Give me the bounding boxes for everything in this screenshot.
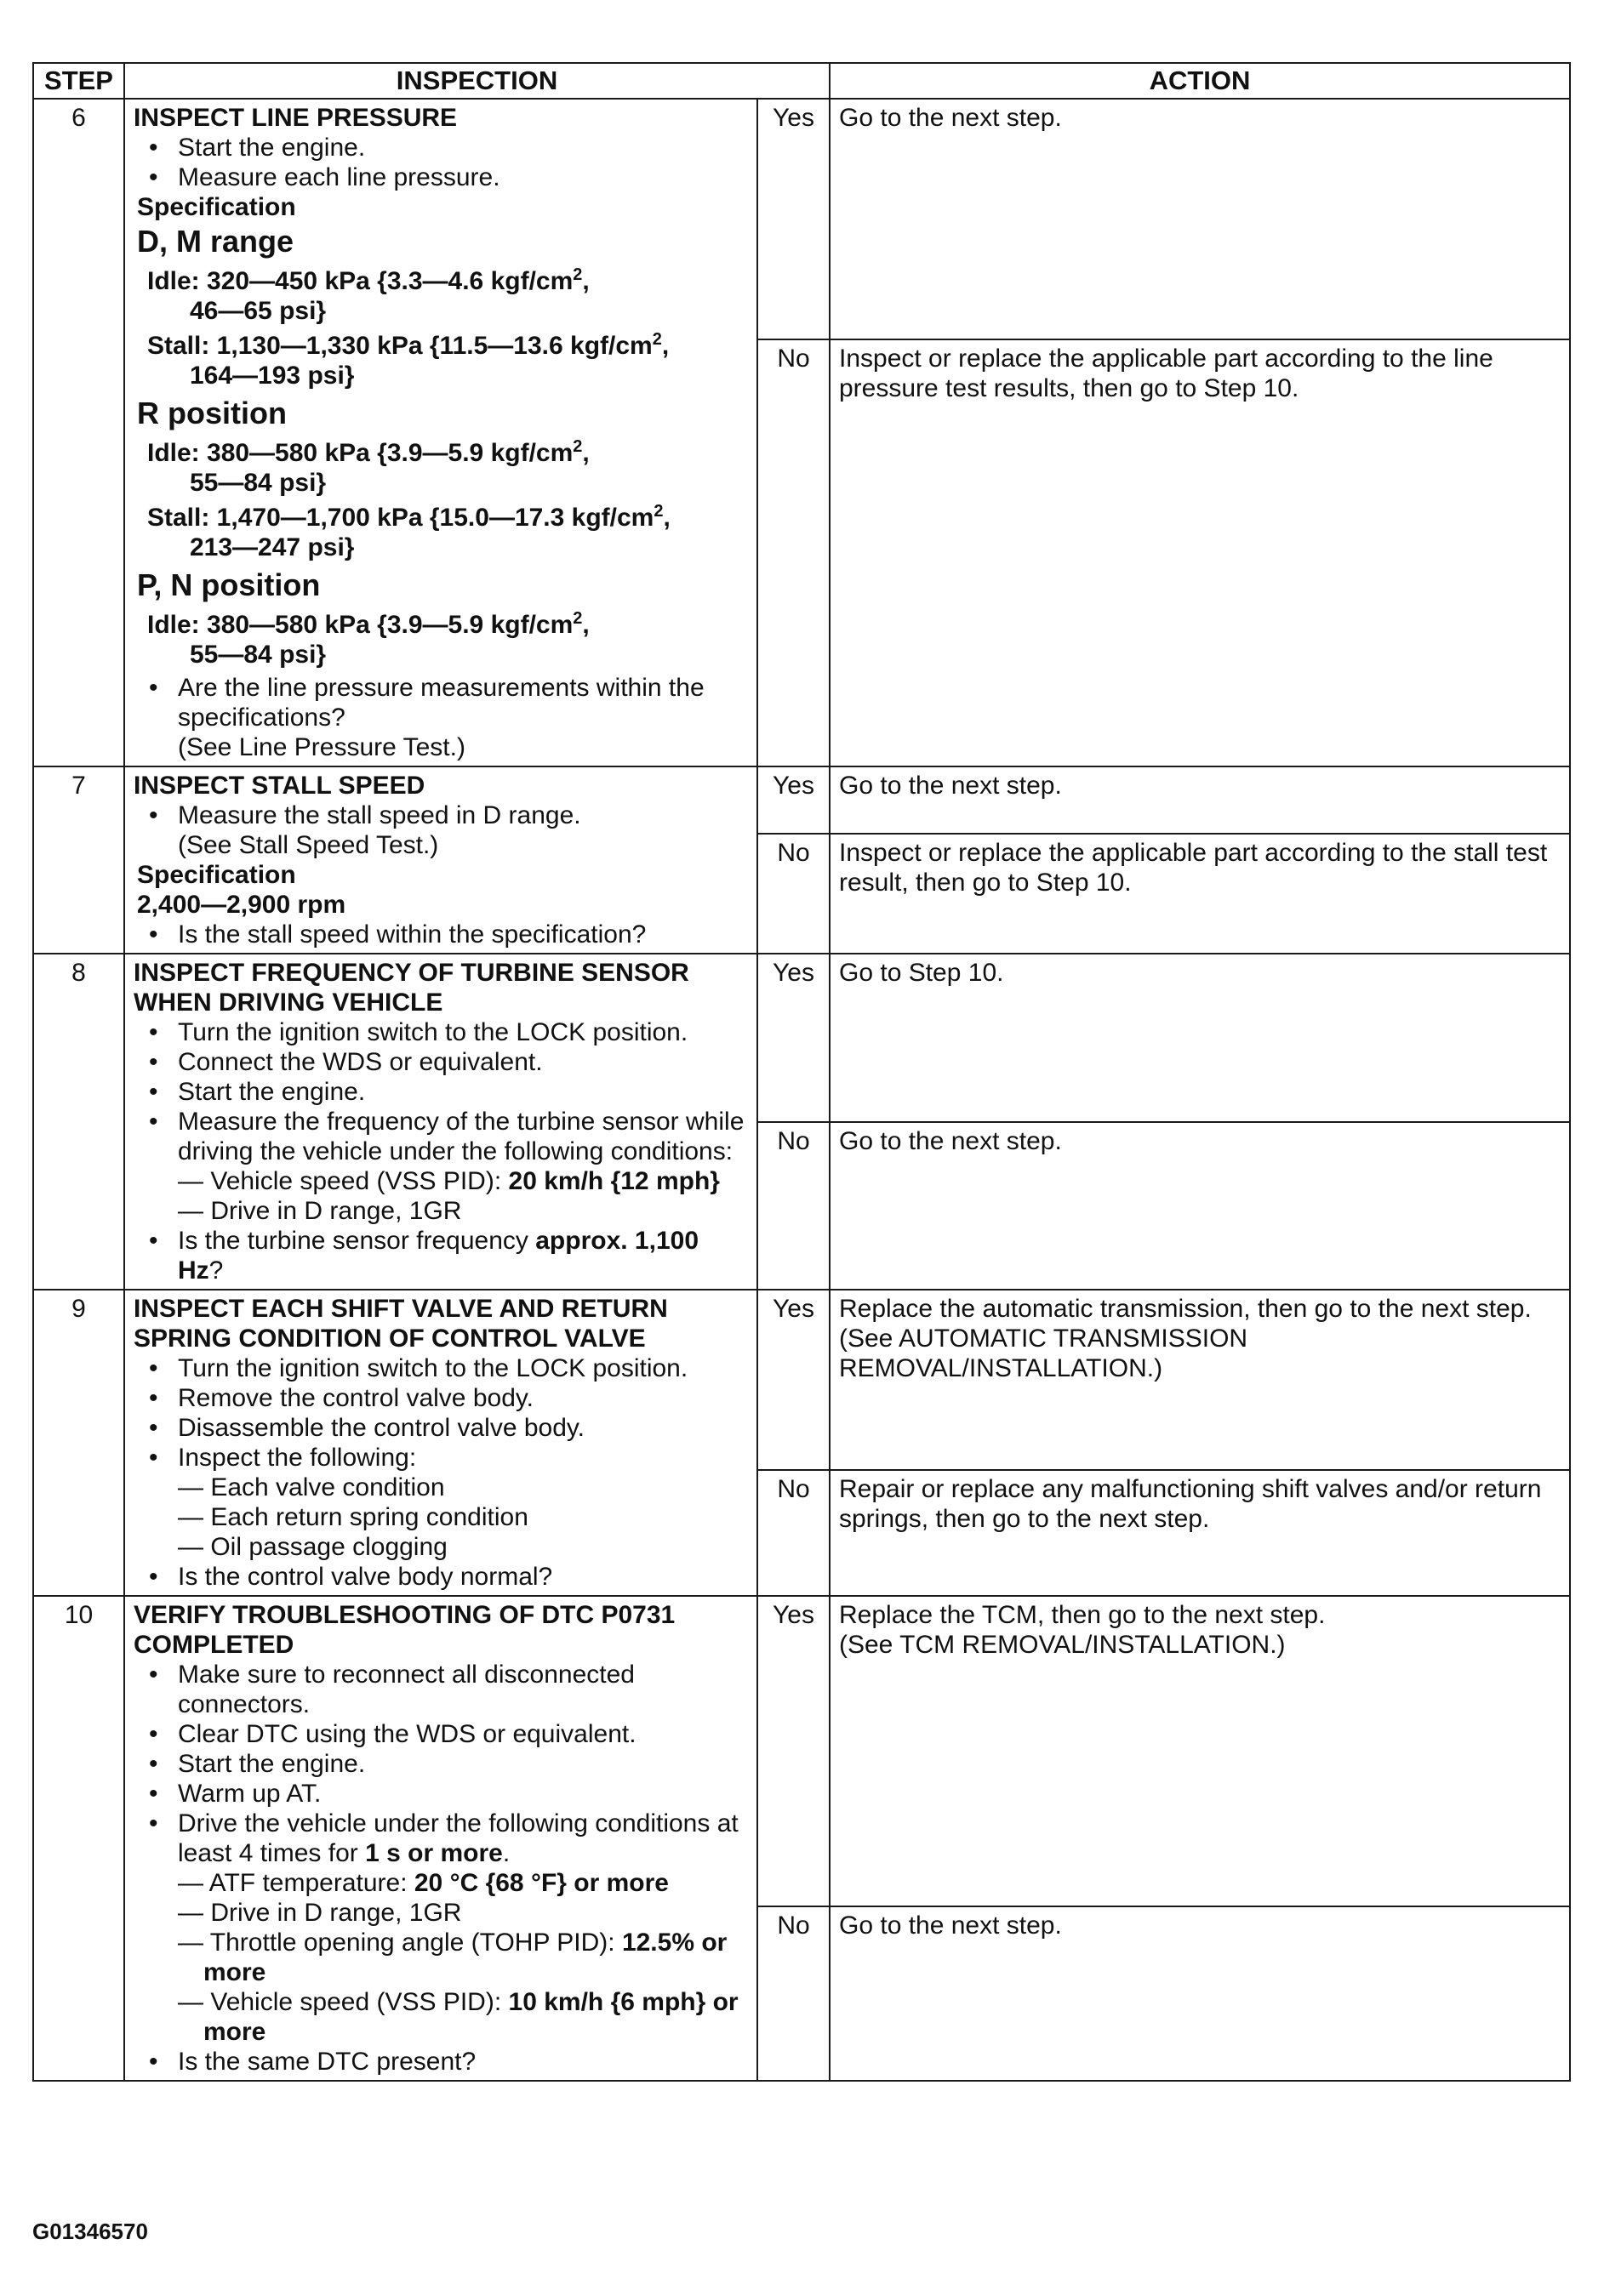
instruction-item: • Warm up AT. <box>178 1779 748 1809</box>
reference-text: (See AUTOMATIC TRANSMISSION REMOVAL/INSTALLATION.) <box>839 1325 1248 1382</box>
question-item <box>178 1226 748 1285</box>
spec-text: Stall: 1,470—1,700 kPa {15.0—17.3 kgf/cm <box>147 504 654 532</box>
yes-action-cell <box>830 1596 1570 1906</box>
instruction-text: Measure the stall speed in D range. <box>178 801 581 829</box>
no-label: No <box>757 1906 830 2081</box>
reference-text: (See TCM REMOVAL/INSTALLATION.) <box>839 1631 1286 1659</box>
condition-text: — Vehicle speed (VSS PID): <box>178 1988 509 2016</box>
yes-action: Go to the next step. <box>830 766 1570 834</box>
figure-id: G01346570 <box>32 2219 148 2244</box>
condition-list <box>178 1166 748 1226</box>
step-title-line: COMPLETED <box>134 1631 294 1659</box>
step-title-line: VERIFY TROUBLESHOOTING OF DTC P0731 <box>134 1601 676 1629</box>
step-10-inspection <box>124 1596 757 2081</box>
instruction-list <box>134 1017 748 1285</box>
step-number: 9 <box>33 1290 124 1596</box>
question-value: approx. 1,100 Hz <box>178 1227 699 1285</box>
condition-item: — Drive in D range, 1GR <box>178 1899 462 1927</box>
condition-value: 10 km/h {6 mph} or more <box>203 1988 739 2046</box>
step-8-yes-row <box>33 954 1570 1122</box>
spec-text: Idle: 380—580 kPa {3.9—5.9 kgf/cm <box>147 611 574 639</box>
spec-text: 213—247 psi} <box>190 533 355 561</box>
reference-text: (See Line Pressure Test.) <box>178 733 465 761</box>
no-action: Repair or replace any malfunctioning shift valves and/or return springs, then go to the next step. <box>830 1470 1570 1596</box>
instruction-text: Drive the vehicle under the following conditions at least 4 times for <box>178 1809 739 1867</box>
instruction-item <box>178 1443 748 1562</box>
spec-r-stall: Stall: 1,470—1,700 kPa {15.0—17.3 kgf/$cm^2$, 213—247 psi} <box>134 503 748 562</box>
instruction-list <box>134 1660 748 2077</box>
instruction-item: • Start the engine. <box>178 1077 748 1107</box>
condition-text: — Vehicle speed (VSS PID): <box>178 1167 509 1195</box>
spec-text: 164—193 psi} <box>190 362 355 390</box>
yes-label: Yes <box>757 766 830 834</box>
yes-action: Replace the TCM, then go to the next step. <box>839 1601 1326 1629</box>
yes-action: Go to the next step. <box>830 99 1570 339</box>
step-title-line: WHEN DRIVING VEHICLE <box>134 988 443 1017</box>
no-action: Inspect or replace the applicable part according to the stall test result, then go to Step 10. <box>830 834 1570 954</box>
step-title <box>134 1294 748 1353</box>
specification-value: 2,400—2,900 rpm <box>137 891 346 919</box>
instruction-text: Measure the frequency of the turbine sensor while driving the vehicle under the following conditions: <box>178 1108 745 1165</box>
instruction-item: • Connect the WDS or equivalent. <box>178 1047 748 1077</box>
yes-action: Go to Step 10. <box>830 954 1570 1122</box>
step-title-line: SPRING CONDITION OF CONTROL VALVE <box>134 1325 646 1353</box>
yes-label: Yes <box>757 1596 830 1906</box>
yes-action: Replace the automatic transmission, then go to the next step. <box>839 1295 1532 1323</box>
specification-label: Specification <box>137 193 296 221</box>
instruction-list <box>134 1353 748 1592</box>
step-9-inspection <box>124 1290 757 1596</box>
condition-item <box>178 1928 748 1987</box>
spec-text: 46—65 psi} <box>190 297 327 325</box>
no-action: Go to the next step. <box>830 1906 1570 2081</box>
instruction-item: • Measure each line pressure. <box>178 162 748 192</box>
instruction-list <box>134 673 748 762</box>
step-number: 7 <box>33 766 124 954</box>
step-title-line: INSPECT EACH SHIFT VALVE AND RETURN <box>134 1295 668 1323</box>
yes-label: Yes <box>757 954 830 1122</box>
no-label: No <box>757 1122 830 1290</box>
step-number: 6 <box>33 99 124 766</box>
instruction-end: . <box>502 1839 511 1867</box>
instruction-list <box>134 800 748 860</box>
condition-item: — Drive in D range, 1GR <box>178 1197 462 1225</box>
header-step: STEP <box>33 63 124 99</box>
condition-list <box>178 1868 748 2047</box>
range-heading-pn: P, N position <box>137 567 321 602</box>
question-item: • Is the control valve body normal? <box>178 1562 748 1592</box>
yes-label: Yes <box>757 1290 830 1470</box>
question-text: Is the turbine sensor frequency <box>178 1227 536 1255</box>
step-8-inspection <box>124 954 757 1290</box>
instruction-item: • Clear DTC using the WDS or equivalent. <box>178 1719 748 1749</box>
instruction-item: • Disassemble the control valve body. <box>178 1413 748 1443</box>
step-6-yes-row <box>33 99 1570 339</box>
range-heading-r: R position <box>137 396 287 430</box>
table-header-row <box>33 63 1570 99</box>
no-action: Go to the next step. <box>830 1122 1570 1290</box>
yes-action-cell <box>830 1290 1570 1470</box>
question-end: ? <box>208 1256 224 1285</box>
condition-value: 20 km/h {12 mph} <box>508 1167 720 1195</box>
spec-text: Idle: 320—450 kPa {3.3—4.6 kgf/cm <box>147 267 574 295</box>
step-number: 8 <box>33 954 124 1290</box>
troubleshooting-table-container <box>32 62 1569 2082</box>
condition-text: — ATF temperature: <box>178 1869 414 1897</box>
yes-label: Yes <box>757 99 830 339</box>
condition-text: — Throttle opening angle (TOHP PID): <box>178 1929 622 1957</box>
step-9-yes-row <box>33 1290 1570 1470</box>
step-title: INSPECT STALL SPEED <box>134 772 425 800</box>
instruction-item <box>178 1809 748 2047</box>
instruction-item: • Turn the ignition switch to the LOCK position. <box>178 1353 748 1383</box>
instruction-list <box>134 133 748 192</box>
no-action: Inspect or replace the applicable part according to the line pressure test results, then go to Step 10. <box>830 339 1570 766</box>
spec-r-idle: Idle: 380—580 kPa {3.9—5.9 kgf/$cm^2$, 55—84 psi} <box>134 438 748 498</box>
instruction-list <box>134 920 748 949</box>
step-title: INSPECT LINE PRESSURE <box>134 104 458 132</box>
step-number: 10 <box>33 1596 124 2081</box>
condition-item <box>178 1166 748 1196</box>
condition-item: — Each valve condition <box>178 1473 445 1501</box>
question-item: • Is the stall speed within the specification? <box>178 920 748 949</box>
header-action: ACTION <box>830 63 1570 99</box>
no-label: No <box>757 834 830 954</box>
no-label: No <box>757 339 830 766</box>
spec-text: Stall: 1,130—1,330 kPa {11.5—13.6 kgf/cm <box>147 332 653 360</box>
instruction-item: • Start the engine. <box>178 1749 748 1779</box>
spec-dm-stall: Stall: 1,130—1,330 kPa {11.5—13.6 kgf/$cm^2$, 164—193 psi} <box>134 331 748 390</box>
question-text: Are the line pressure measurements within the specifications? <box>178 674 705 732</box>
no-label: No <box>757 1470 830 1596</box>
condition-item: — Oil passage clogging <box>178 1533 448 1561</box>
range-heading-dm: D, M range <box>137 224 294 259</box>
reference-text: (See Stall Speed Test.) <box>178 831 439 859</box>
step-7-inspection <box>124 766 757 954</box>
instruction-item: • Start the engine. <box>178 133 748 162</box>
condition-item <box>178 1868 748 1898</box>
spec-text: 55—84 psi} <box>190 469 327 497</box>
condition-item <box>178 1987 748 2047</box>
spec-dm-idle: Idle: 320—450 kPa {3.3—4.6 kgf/$cm^2$, 46—65 psi} <box>134 266 748 326</box>
question-item: • Is the same DTC present? <box>178 2047 748 2077</box>
instruction-item: • Remove the control valve body. <box>178 1383 748 1413</box>
step-title <box>134 958 748 1017</box>
spec-text: 55—84 psi} <box>190 641 327 669</box>
spec-text: Idle: 380—580 kPa {3.9—5.9 kgf/cm <box>147 439 574 467</box>
troubleshooting-table <box>32 62 1571 2082</box>
condition-list <box>178 1473 748 1562</box>
instruction-item: • Make sure to reconnect all disconnected connectors. <box>178 1660 748 1719</box>
instruction-value: 1 s or more <box>365 1839 503 1867</box>
header-inspection: INSPECTION <box>124 63 830 99</box>
step-title <box>134 1600 748 1660</box>
instruction-text: Inspect the following: <box>178 1444 417 1472</box>
specification-label: Specification <box>137 861 296 889</box>
instruction-item: • Turn the ignition switch to the LOCK position. <box>178 1017 748 1047</box>
question-item <box>178 673 748 762</box>
condition-value: 12.5% or more <box>203 1929 728 1986</box>
step-title-line: INSPECT FREQUENCY OF TURBINE SENSOR <box>134 959 689 987</box>
spec-pn-idle: Idle: 380—580 kPa {3.9—5.9 kgf/$cm^2$, 55—84 psi} <box>134 610 748 669</box>
step-10-yes-row <box>33 1596 1570 1906</box>
instruction-item <box>178 800 748 860</box>
step-7-yes-row <box>33 766 1570 834</box>
condition-item: — Each return spring condition <box>178 1503 528 1531</box>
condition-value: 20 °C {68 °F} or more <box>414 1869 669 1897</box>
step-6-inspection <box>124 99 757 766</box>
instruction-item <box>178 1107 748 1226</box>
